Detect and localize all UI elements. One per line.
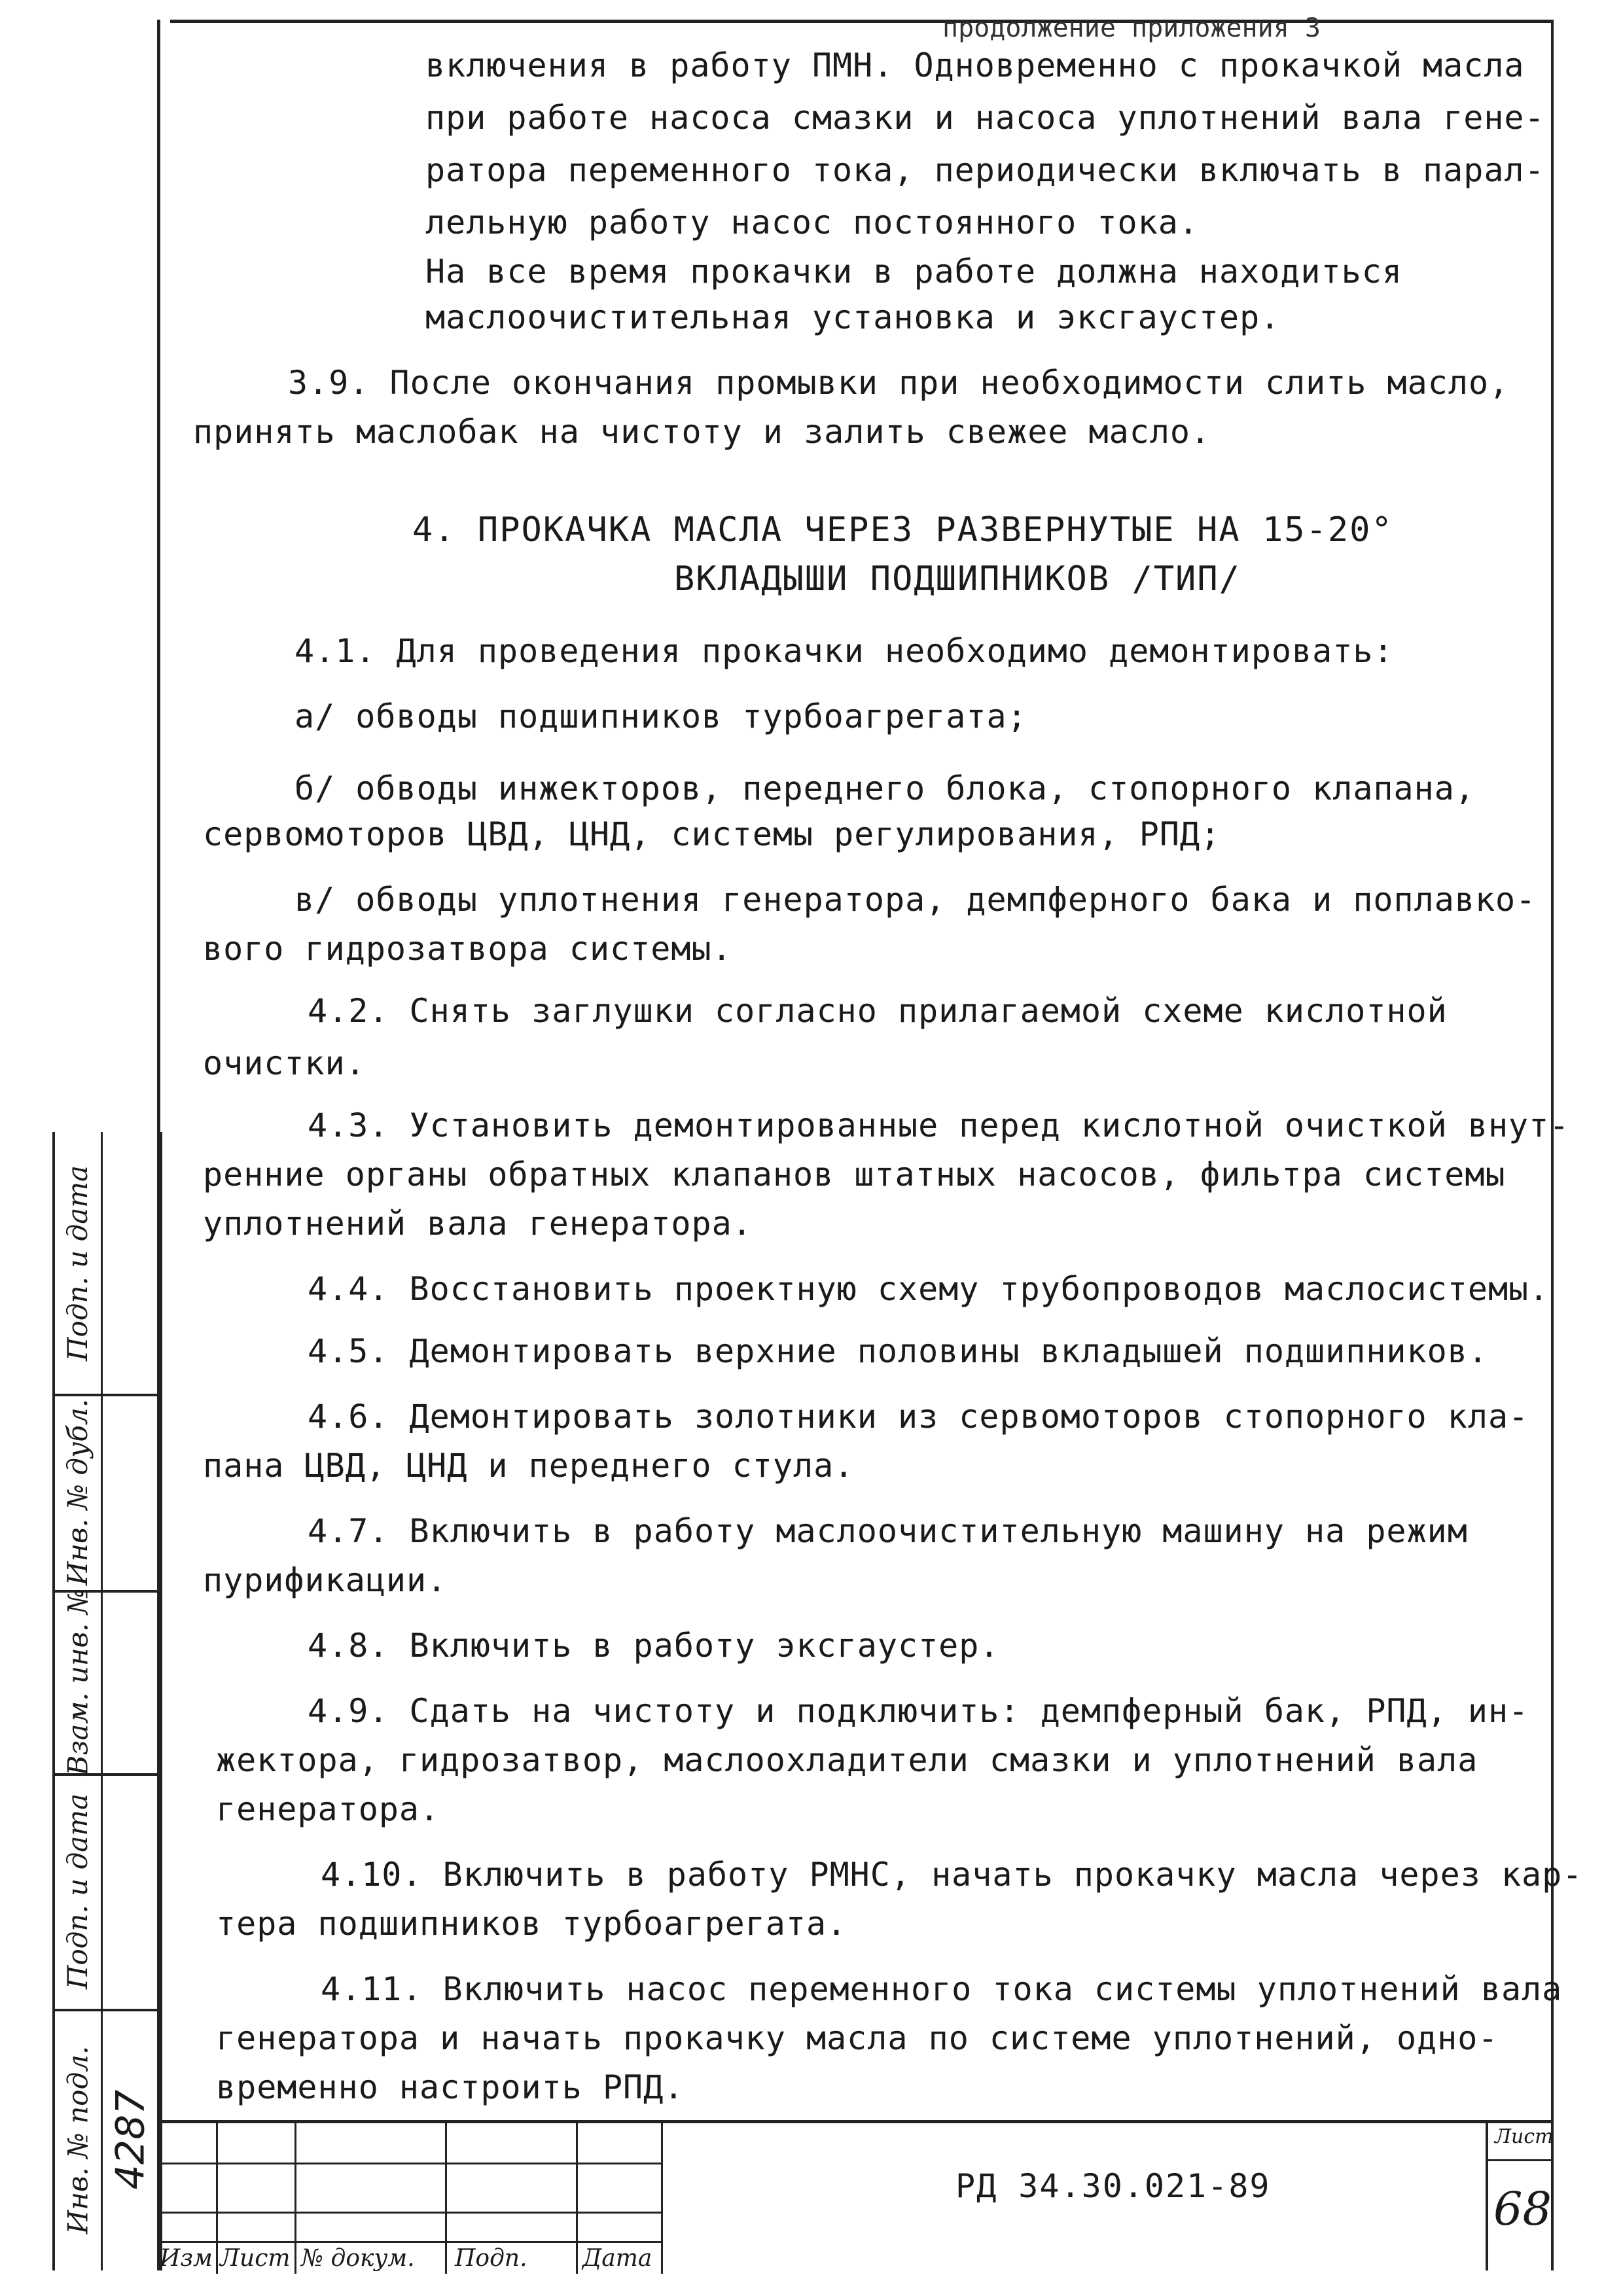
body-line: 4.8. Включить в работу эксгаустер. xyxy=(308,1627,1000,1665)
intro-line: при работе насоса смазки и насоса уплотнений вала гене- xyxy=(425,99,1545,137)
tb-label-list: Лист xyxy=(220,2245,291,2272)
body-line: 4.2. Снять заглушки согласно прилагаемой схеме кислотной xyxy=(308,992,1448,1030)
body-line: временно настроить РПД. xyxy=(216,2068,685,2106)
margin-cell: Инв. № подл. xyxy=(62,2045,94,2234)
section-heading: 4. ПРОКАЧКА МАСЛА ЧЕРЕЗ РАЗВЕРНУТЫЕ НА 15-20° xyxy=(412,510,1393,550)
tb-label-date: Дата xyxy=(582,2245,652,2272)
body-line: в/ обводы уплотнения генератора, демпферного бака и поплавко- xyxy=(294,881,1537,919)
sheet-label: Лист xyxy=(1495,2125,1554,2148)
document-code: РД 34.30.021-89 xyxy=(955,2167,1271,2205)
body-line: сервомоторов ЦВД, ЦНД, системы регулирования, РПД; xyxy=(203,815,1221,853)
item-3-9-line: 3.9. После окончания промывки при необходимости слить масло, xyxy=(288,364,1510,402)
body-line: 4.9. Сдать на чистоту и подключить: демпферный бак, РПД, ин- xyxy=(308,1692,1529,1730)
frame-right-border xyxy=(1551,20,1554,2270)
margin-cell: Подп. и дата xyxy=(62,1165,94,1361)
body-line: 4.5. Демонтировать верхние половины вкладышей подшипников. xyxy=(308,1332,1488,1370)
intro-line: включения в работу ПМН. Одновременно с прокачкой масла xyxy=(425,46,1525,84)
body-line: а/ обводы подшипников турбоагрегата; xyxy=(294,698,1027,735)
body-line: 4.11. Включить насос переменного тока системы уплотнений вала xyxy=(321,1970,1563,2008)
section-heading: ВКЛАДЫШИ ПОДШИПНИКОВ /ТИП/ xyxy=(674,559,1241,599)
frame-top-border xyxy=(170,20,1551,23)
intro-line: На все время прокачки в работе должна находиться xyxy=(425,253,1402,291)
body-line: тера подшипников турбоагрегата. xyxy=(216,1905,847,1943)
sheet-number: 68 xyxy=(1493,2182,1552,2236)
body-line: 4.1. Для проведения прокачки необходимо демонтировать: xyxy=(294,632,1394,670)
body-line: уплотнений вала генератора. xyxy=(203,1205,753,1243)
body-line: пурификации. xyxy=(203,1561,448,1599)
body-line: вого гидрозатвора системы. xyxy=(203,930,732,968)
body-line: генератора. xyxy=(216,1790,440,1828)
continuation-header: продолжение приложения 3 xyxy=(942,13,1321,43)
tb-label-doc-number: № докум. xyxy=(301,2245,415,2272)
margin-stamp xyxy=(52,1132,162,2270)
body-line: 4.7. Включить в работу маслоочистительную машину на режим xyxy=(308,1512,1468,1550)
intro-line: лельную работу насос постоянного тока. xyxy=(425,203,1199,241)
body-line: генератора и начать прокачку масла по системе уплотнений, одно- xyxy=(216,2019,1499,2057)
body-line: жектора, гидрозатвор, маслоохладители смазки и уплотнений вала xyxy=(216,1741,1478,1779)
margin-cell: Инв. № дубл. xyxy=(62,1398,94,1585)
item-3-9-line: принять маслобак на чистоту и залить свежее масло. xyxy=(193,413,1211,451)
tb-label-izm: Изм xyxy=(160,2245,213,2272)
intro-line: ратора переменного тока, периодически включать в парал- xyxy=(425,151,1545,189)
body-line: 4.6. Демонтировать золотники из сервомоторов стопорного кла- xyxy=(308,1398,1529,1436)
body-line: очистки. xyxy=(203,1044,366,1082)
body-line: б/ обводы инжекторов, переднего блока, стопорного клапана, xyxy=(294,769,1475,807)
body-line: 4.4. Восстановить проектную схему трубопроводов маслосистемы. xyxy=(308,1270,1550,1308)
body-line: пана ЦВД, ЦНД и переднего стула. xyxy=(203,1447,855,1485)
margin-cell: Подп. и дата xyxy=(62,1793,94,1989)
body-line: 4.10. Включить в работу РМНС, начать прокачку масла через кар- xyxy=(321,1856,1583,1894)
body-line: 4.3. Установить демонтированные перед кислотной очисткой внут- xyxy=(308,1106,1570,1144)
body-line: ренние органы обратных клапанов штатных насосов, фильтра системы xyxy=(203,1156,1506,1193)
tb-label-signature: Подп. xyxy=(455,2245,527,2272)
inventory-number: 4287 xyxy=(107,2089,154,2190)
title-block xyxy=(157,2120,1551,2274)
margin-cell: Взам. инв. № xyxy=(62,1588,94,1775)
sheet-box xyxy=(1486,2120,1554,2270)
intro-line: маслоочистительная установка и эксгаустер. xyxy=(425,298,1281,336)
